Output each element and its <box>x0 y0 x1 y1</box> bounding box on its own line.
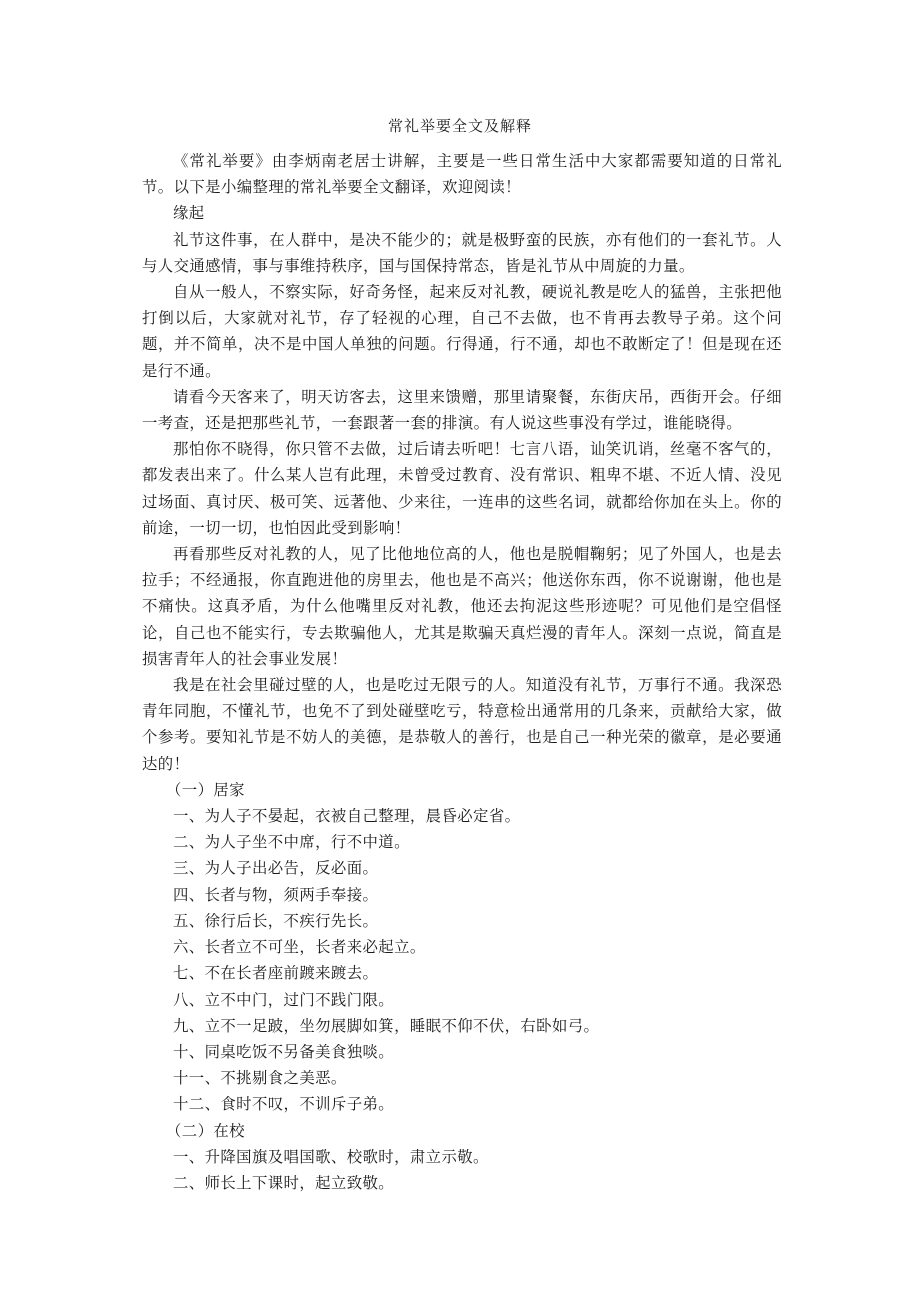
list-item: 八、立不中门，过门不践门限。 <box>173 990 395 1009</box>
body-paragraph: 再看那些反对礼教的人，见了比他地位高的人，他也是脱帽鞠躬；见了外国人，也是去拉手；不经通报，你直跑进他的房里去，他也是不高兴；他送你东西，你不说谢谢，他也是不痛快。这真矛盾，为什么他嘴里反对礼教，他还去拘泥这些形迹呢？可见他们是空倡怪论，自己也不能实行，专去欺骗他人，尤其是欺骗天真烂漫的青年人。深刻一点说，简直是损害青年人的社会事业发展！ <box>142 545 782 668</box>
body-paragraph: 礼节这件事，在人群中，是决不能少的；就是极野蛮的民族，亦有他们的一套礼节。人与人交通感情，事与事维持秩序，国与国保持常态，皆是礼节从中周旋的力量。 <box>142 230 782 275</box>
origin-heading: 缘起 <box>173 204 205 223</box>
list-item: 十二、食时不叹，不训斥子弟。 <box>173 1095 395 1114</box>
list-item: 十、同桌吃饭不另备美食独啖。 <box>173 1042 395 1061</box>
page-title: 常礼举要全文及解释 <box>387 117 532 135</box>
list-item: 四、长者与物，须两手奉接。 <box>173 885 379 904</box>
section-school-heading: （二）在校 <box>166 1121 245 1140</box>
list-item: 二、师长上下课时，起立致敬。 <box>173 1173 395 1192</box>
list-item: 十一、不挑剔食之美恶。 <box>173 1069 347 1088</box>
body-paragraph: 我是在社会里碰过壁的人，也是吃过无限亏的人。知道没有礼节，万事行不通。我深恐青年同胞，不懂礼节，也免不了到处碰壁吃亏，特意检出通常用的几条来，贡献给大家，做个参考。要知礼节是不妨人的美德，是恭敬人的善行，也是自己一种光荣的徽章，是必要通达的！ <box>142 676 782 773</box>
body-paragraph: 请看今天客来了，明天访客去，这里来馈赠，那里请聚餐，东街庆吊，西街开会。仔细一考查，还是把那些礼节，一套跟著一套的排演。有人说这些事没有学过，谁能晓得。 <box>142 387 782 433</box>
document-body <box>142 148 782 1196</box>
section-home-heading: （一）居家 <box>166 780 245 799</box>
list-item: 三、为人子出必告，反必面。 <box>173 859 379 878</box>
list-item: 六、长者立不可坐，长者来必起立。 <box>173 938 426 957</box>
list-item: 七、不在长者座前踱来踱去。 <box>173 964 379 983</box>
intro-paragraph: 《常礼举要》由李炳南老居士讲解，主要是一些日常生活中大家都需要知道的日常礼节。以下是小编整理的常礼举要全文翻译，欢迎阅读！ <box>142 152 782 197</box>
list-item: 一、升降国旗及唱国歌、校歌时，肃立示敬。 <box>173 1147 489 1166</box>
list-item: 五、徐行后长，不疾行先长。 <box>173 911 379 930</box>
body-paragraph: 自从一般人，不察实际，好奇务怪，起来反对礼教，硬说礼教是吃人的猛兽，主张把他打倒以后，大家就对礼节，存了轻视的心理，自己不去做，也不肯再去教导子弟。这个问题，并不简单，决不是中国人单独的问题。行得通，行不通，却也不敢断定了！但是现在还是行不通。 <box>142 283 782 380</box>
body-paragraph: 那怕你不晓得，你只管不去做，过后请去听吧！七言八语，讪笑讥诮，丝毫不客气的，都发表出来了。什么某人岂有此理，未曾受过教育、没有常识、粗卑不堪、不近人情、没见过场面、真讨厌、极可笑、远著他、少来往，一连串的这些名词，就都给你加在头上。你的前途，一切一切，也怕因此受到影响！ <box>142 440 782 537</box>
list-item: 一、为人子不晏起，衣被自己整理，晨昏必定省。 <box>173 807 521 826</box>
list-item: 二、为人子坐不中席，行不中道。 <box>173 833 410 852</box>
list-item: 九、立不一足跛，坐勿展脚如箕，睡眠不仰不伏，右卧如弓。 <box>173 1016 600 1035</box>
